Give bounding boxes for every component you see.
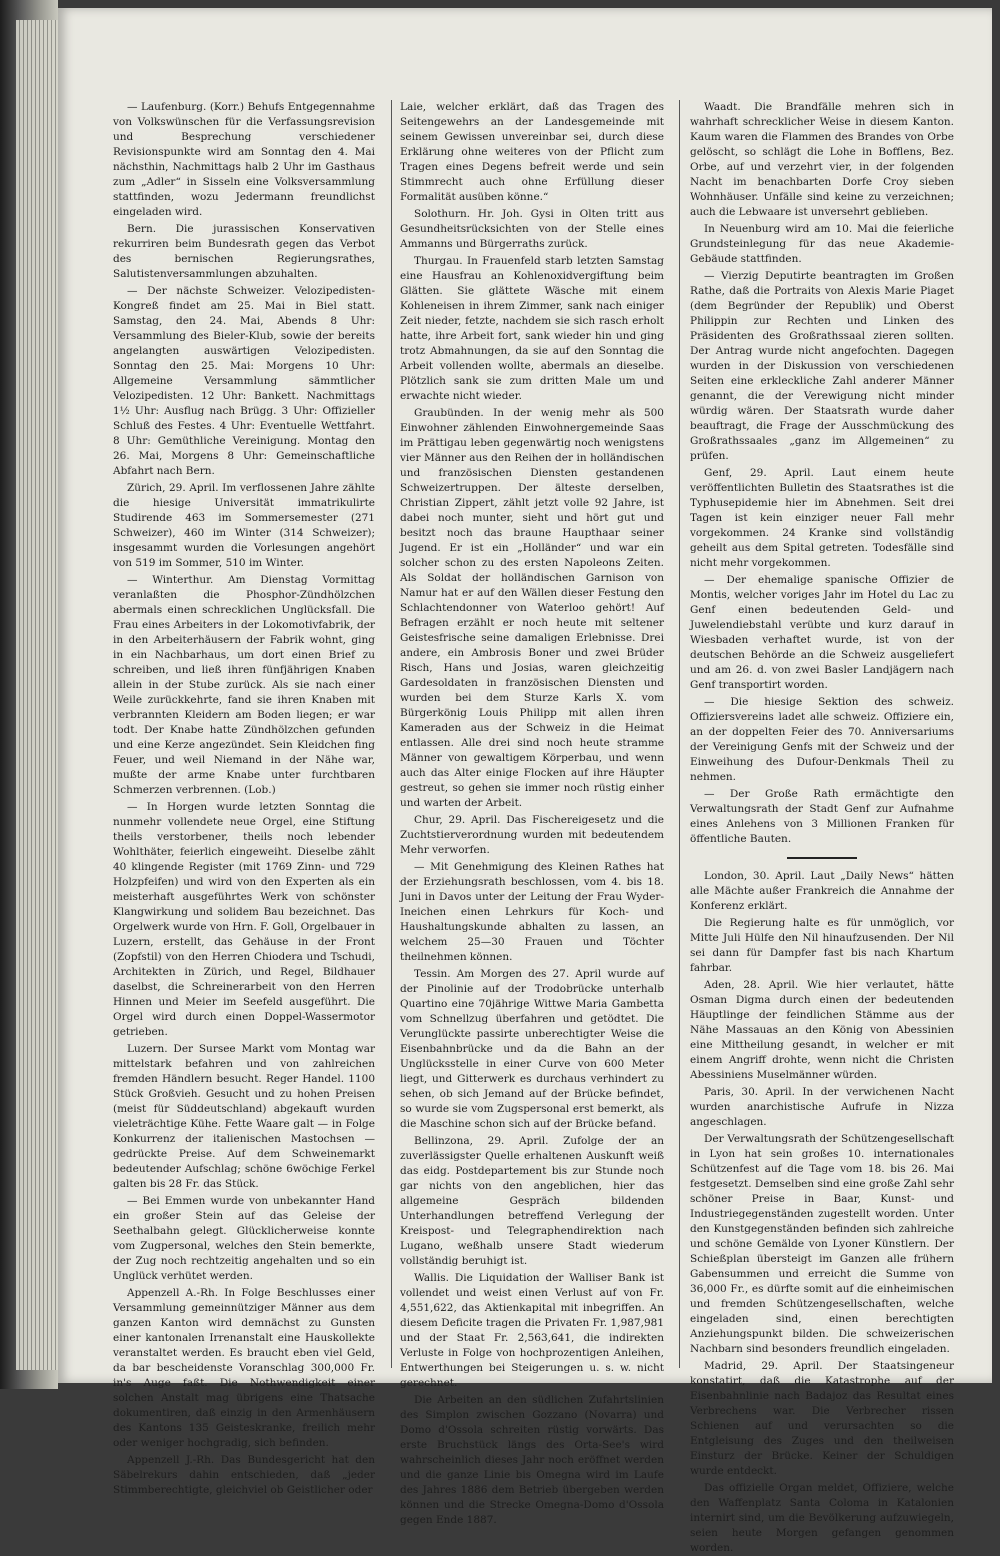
article-madrid: Madrid, 29. April. Der Staatsingeneur konstatirt, daß die Katastrophe auf der Eisenbahnlinie nach Badajoz das Resultat eines Verbrechens war. Die Verbrecher rissen Schienen auf und verursachten so die Entgleisung des Zuges und den theilweisen Einsturz der Brücke. Keiner der Schuldigen wurde entdeckt.	[690, 1360, 954, 1477]
article-tessin: Tessin. Am Morgen des 27. April wurde auf der Pinolinie auf der Trodobrücke unterhalb Quartino eine 70jährige Wittwe Maria Gambetta vom Schnellzug überfahren und getödtet. Die Verunglückte passirte unberechtigter Weise die Eisenbahnbrücke und da die Bahn an der Unglücksstelle in einer Curve von 600 Meter liegt, und Gitterwerk es durchaus verhindert zu sehen, ob sich Jemand auf der Brücke befindet, so wurde sie vom Zugspersonal erst bemerkt, als die Maschine schon sich auf der Brücke befand.	[400, 968, 664, 1130]
article-thurgau: Thurgau. In Frauenfeld starb letzten Samstag eine Hausfrau an Kohlenoxidvergiftung beim Glätten. Sie glättete Wäsche mit einem Kohleneisen in ihrem Zimmer, sank nach einiger Zeit nieder, fetzte, nachdem sie sich rasch erholt hatte, ihre Arbeit fort, sank wieder hin und ging trotz Abmahnungen, da sie auf den Sonntag die Arbeit vollenden wollte, abermals an dieselbe. Plötzlich sank sie zum dritten Male um und erwachte nicht wieder.	[400, 255, 664, 402]
article-de-montis: — Der ehemalige spanische Offizier de Montis, welcher voriges Jahr im Hotel du Lac zu Genf einen bedeutenden Geld- und Juwelendiebstahl verübte und kurz darauf in Wiesbaden verhaftet wurde, ist von der deutschen Behörde an die Schweiz ausgeliefert und am 26. d. von zwei Basler Landjägern nach Genf transportirt worden.	[690, 574, 954, 691]
article-deputirte: — Vierzig Deputirte beantragten im Großen Rathe, daß die Portraits von Alexis Marie Piaget (dem Begründer der Republik) und Oberst Philippin zur Rechten und Linken des Präsidenten des Großrathssaal zieren sollten. Der Antrag wurde nicht angefochten. Dagegen wurden in der Diskussion von verschiedenen Seiten eine erkleckliche Zahl anderer Männer genannt, die der Verewigung nicht minder würdig wären. Der Staatsrath wurde daher beauftragt, die Frage der Ausschmückung des Großrathssaales „ganz im Allgemeinen“ zu prüfen.	[690, 270, 954, 462]
article-nil: Die Regierung halte es für unmöglich, vor Mitte Juli Hülfe den Nil hinaufzusenden. Der Nil sei dann für Dampfer fast bis nach Khartum fahrbar.	[690, 917, 954, 974]
article-continued: Laie, welcher erklärt, daß das Tragen des Seitengewehrs an der Landesgemeinde mit seinem Gewissen unvereinbar sei, durch diese Erklärung ohne weiteres von der Pflicht zum Tragen eines Degens befreit werde und sein Stimmrecht auch ohne Erfüllung dieser Formalität ausüben könne.“	[400, 101, 664, 203]
article-london: London, 30. April. Laut „Daily News“ hätten alle Mächte außer Frankreich die Annahme der Konferenz erklärt.	[690, 870, 954, 912]
article-chur: Chur, 29. April. Das Fischereigesetz und die Zuchtstierverordnung wurden mit bedeutendem Mehr verworfen.	[400, 814, 664, 856]
article-davos: — Mit Genehmigung des Kleinen Rathes hat der Erziehungsrath beschlossen, vom 4. bis 18. Juni in Davos unter der Leitung der Frau Wyder-Ineichen einen Lehrkurs für Koch- und Haushaltungskunde abhalten zu lassen, an welchem 25—30 Frauen und Töchter theilnehmen können.	[400, 861, 664, 963]
article-wallis: Wallis. Die Liquidation der Walliser Bank ist vollendet und weist einen Verlust auf von Fr. 4,551,622, das Aktienkapital mit inbegriffen. An diesem Deficite tragen die Privaten Fr. 1,987,981 und der Staat Fr. 2,563,641, die indirekten Verluste in Folge von hochprozentigen Anleihen, Entwerthungen bei Steigerungen u. s. w. nicht gerechnet.	[400, 1272, 664, 1389]
column-2	[400, 100, 664, 1526]
article-paris: Paris, 30. April. In der verwichenen Nacht wurden anarchistische Aufrufe in Nizza angeschlagen.	[690, 1086, 954, 1128]
newspaper-page	[58, 8, 992, 1554]
article-zuerich: Zürich, 29. April. Im verflossenen Jahre zählte die hiesige Universität immatrikulirte Studirende 463 im Sommersemester (271 Schweizer), 460 im Winter (314 Schweizer); insgesammt wurden die Vorlesungen angehört von 519 im Sommer, 510 im Winter.	[113, 482, 375, 569]
column-3	[690, 100, 954, 1554]
article-grosse-rath: — Der Große Rath ermächtigte den Verwaltungsrath der Stadt Genf zur Aufnahme eines Anlehens von 3 Millionen Franken für öffentliche Bauten.	[690, 788, 954, 845]
article-emmen: — Bei Emmen wurde von unbekannter Hand ein großer Stein auf das Geleise der Seethalbahn gelegt. Glücklicherweise konnte vom Zugpersonal, welches den Stein bemerkte, der Zug noch rechtzeitig angehalten und so ein Unglück verhütet werden.	[113, 1195, 375, 1282]
article-appenzell-ir: Appenzell J.-Rh. Das Bundesgericht hat den Säbelrekurs dahin entschieden, daß „jeder Stimmberechtigte, gleichviel ob Geistlicher oder	[113, 1454, 375, 1496]
column-rule	[391, 100, 392, 1368]
article-luzern: Luzern. Der Sursee Markt vom Montag war mittelstark befahren und von zahlreichen fremden Händlern besucht. Reger Handel. 1100 Stück Großvieh. Gesucht und zu hohen Preisen (meist für Süddeutschland) abgekauft wurden vieleträchtige Kühe. Fette Waare galt — in Folge Konkurrenz der italienischen Mastochsen — gedrückte Preise. Auf dem Schweinemarkt bedeutender Aufschlag; schöne 6wöchige Ferkel galten bis 28 Fr. das Stück.	[113, 1043, 375, 1190]
article-winterthur: — Winterthur. Am Dienstag Vormittag veranlaßten die Phosphor-Zündhölzchen abermals einen schrecklichen Unglücksfall. Die Frau eines Arbeiters in der Lokomotivfabrik, der in den Arbeiterhäusern der Fabrik wohnt, ging in ein Nachbarhaus, um dort einen Brief zu schreiben, und ließ ihren fünfjährigen Knaben allein in der Stube zurück. Als sie nach einer Weile zurückkehrte, fand sie ihren Knaben mit verbrannten Kleidern am Boden liegen; er war todt. Der Knabe hatte Zündhölzchen gefunden und eine Kerze angezündet. Sein Kleidchen fing Feuer, und weil Niemand in der Nähe war, mußte der arme Knabe unter furchtbaren Schmerzen verbrennen. (Lob.)	[113, 574, 375, 796]
article-horgen: — In Horgen wurde letzten Sonntag die nunmehr vollendete neue Orgel, eine Stiftung theils verstorbener, theils noch lebender Wohlthäter, feierlich eingeweiht. Dieselbe zählt 40 klingende Register (mit 1769 Zinn- und 729 Holzpfeifen) und wird von den Experten als ein meisterhaft ausgeführtes Werk von schönster Klangwirkung und solidem Bau bezeichnet. Das Orgelwerk wurde von Hrn. F. Goll, Orgelbauer in Luzern, erstellt, das Gehäuse in der Front (Zopfstil) von den Herren Chiodera und Tschudi, Architekten in Zürich, und Regel, Bildhauer daselbst, die Schreinerarbeit von den Herren Hinnen und Meier im Seefeld ausgeführt. Die Orgel wird durch einen Doppel-Wassermotor getrieben.	[113, 801, 375, 1038]
column-1	[113, 100, 375, 1496]
article-waadt: Waadt. Die Brandfälle mehren sich in wahrhaft schrecklicher Weise in diesem Kanton. Kaum waren die Flammen des Brandes von Orbe gelöscht, so schlägt die Lohe in Bofflens, Bez. Orbe, auf und verzehrt vier, in der folgenden Nacht im benachbarten Dorfe Croy sieben Wohnhäuser. Unfälle sind keine zu verzeichnen; auch die Lebwaare ist unversehrt geblieben.	[690, 101, 954, 218]
article-aden: Aden, 28. April. Wie hier verlautet, hätte Osman Digma durch einen der bedeutenden Häuptlinge der feindlichen Stämme aus der Nähe Massauas an den König von Abessinien eine Mittheilung gesandt, in welcher er mit einem Angriff drohte, wenn nicht die Christen Abessiniens Muselmänner würden.	[690, 979, 954, 1081]
article-bern: Bern. Die jurassischen Konservativen rekurriren beim Bundesrath gegen das Verbot des bernischen Regierungsrathes, Salutistenversammlungen abzuhalten.	[113, 223, 375, 280]
article-solothurn: Solothurn. Hr. Joh. Gysi in Olten tritt aus Gesundheitsrücksichten von der Stelle eines Ammanns und Bürgerraths zurück.	[400, 208, 664, 250]
article-genf: Genf, 29. April. Laut einem heute veröffentlichten Bulletin des Staatsrathes ist die Typhusepidemie hier im Abnehmen. Seit drei Tagen ist kein einziger neuer Fall mehr vorgekommen. 24 Kranke sind vollständig geheilt aus dem Spital getreten. Todesfälle sind nicht mehr vorgekommen.	[690, 467, 954, 569]
article-simplon: Die Arbeiten an den südlichen Zufahrtslinien des Simplon zwischen Gozzano (Novarra) und Domo d'Ossola schreiten rüstig vorwärts. Das erste Bruchstück längs des Orta-See's wird wahrscheinlich dieses Jahr noch eröffnet werden und die ganze Linie bis Omegna wird im Laufe des Jahres 1886 dem Betrieb übergeben werden können und die Strecke Omegna-Domo d'Ossola gegen Ende 1887.	[400, 1394, 664, 1526]
article-graubuenden: Graubünden. In der wenig mehr als 500 Einwohner zählenden Einwohnergemeinde Saas im Prättigau leben gegenwärtig noch wenigstens vier Männer aus den Reihen der in holländischen und französischen Diensten gestandenen Schweizertruppen. Der älteste derselben, Christian Zippert, zählt jetzt volle 92 Jahre, ist dabei noch munter, sieht und hört gut und besitzt noch das braune Haupthaar seiner Jugend. Er ist ein „Holländer“ und war ein solcher schon zu des ersten Napoleons Zeiten. Als Soldat der holländischen Garnison von Namur hat er auf den Wällen dieser Festung den Schlachtendonner von Waterloo gehört! Auf Befragen erzählt er noch heute mit seltener Geistesfrische seine damaligen Erlebnisse. Drei andere, ein Ambrosis Boner und zwei Brüder Risch, Hans und Josias, waren gleichzeitig Gardesoldaten in französischen Diensten und wurden bei dem Sturze Karls X. vom Bürgerkönig Louis Philipp mit allen ihren Kameraden aus der Schweiz in die Heimat entlassen. Alle drei sind noch heute stramme Männer von gewaltigem Körperbau, und wenn auch das Alter einige Flocken auf ihre Häupter gestreut, so gehen sie immer noch rüstig einher und warten der Arbeit.	[400, 407, 664, 809]
article-neuenburg: In Neuenburg wird am 10. Mai die feierliche Grundsteinlegung für das neue Akademie-Gebäude stattfinden.	[690, 223, 954, 265]
article-katalonien: Das offizielle Organ meldet, Offiziere, welche den Waffenplatz Santa Coloma in Katalonien internirt sind, um die Bevölkerung aufzuwiegeln, seien heute Morgen gefangen genommen worden.	[690, 1482, 954, 1554]
article-lyon: Der Verwaltungsrath der Schützengesellschaft in Lyon hat sein großes 10. internationales Schützenfest auf die Tage vom 18. bis 26. Mai festgesetzt. Demselben sind eine große Zahl sehr schöner Preise in Baar, Kunst- und Industriegegenständen zugestellt worden. Unter den Kunstgegenständen befinden sich zahlreiche und schöne Gemälde von Lyoner Künstlern. Der Schießplan übersteigt im Ganzen alle frühern Gabensummen und erreicht die Summe von 36,000 Fr., es dürfte somit auf die einheimischen und fremden Schützengesellschaften, welche eingeladen sind, einen berechtigten Anziehungspunkt bilden. Die schweizerischen Nachbarn sind besonders freundlich eingeladen.	[690, 1133, 954, 1355]
article-appenzell-ar: Appenzell A.-Rh. In Folge Beschlusses einer Versammlung gemeinnütziger Männer aus dem ganzen Kanton wird demnächst zu Gunsten einer kantonalen Irrenanstalt eine Hauskollekte veranstaltet werden. Es braucht eben viel Geld, da bar bescheidenste Voranschlag 300,000 Fr. in's Auge faßt. Die Nothwendigkeit einer solchen Anstalt mag übrigens eine Thatsache dokumentiren, daß einzig in den Armenhäusern des Kantons 135 Geisteskranke, freilich mehr oder weniger hochgradig, sich befinden.	[113, 1287, 375, 1449]
article-bellinzona: Bellinzona, 29. April. Zufolge der an zuverlässigster Quelle erhaltenen Auskunft weiß das eidg. Postdepartement bis zur Stunde noch gar nichts von den angeblichen, hier das allgemeine Gespräch bildenden Unterhandlungen betreffend Verlegung der Kreispost- und Telegraphendirektion nach Lugano, weßhalb unsere Stadt wiederum vollständig beruhigt ist.	[400, 1135, 664, 1267]
column-rule	[679, 100, 680, 1368]
page-edges	[16, 20, 60, 1370]
article-velozipedisten: — Der nächste Schweizer. Velozipedisten-Kongreß findet am 25. Mai in Biel statt. Samstag, den 24. Mai, Abends 8 Uhr: Versammlung des Bieler-Klub, sowie der bereits angelangten auswärtigen Velozipedisten. Sonntag den 25. Mai: Morgens 10 Uhr: Allgemeine Versammlung sämmtlicher Velozipedisten. 12 Uhr: Bankett. Nachmittags 1½ Uhr: Ausflug nach Brügg. 3 Uhr: Offizieller Schluß des Festes. 4 Uhr: Eventuelle Wettfahrt. 8 Uhr: Gemüthliche Vereinigung. Montag den 26. Mai, Morgens 8 Uhr: Gemeinschaftliche Abfahrt nach Bern.	[113, 285, 375, 477]
article-laufenburg: — Laufenburg. (Korr.) Behufs Entgegennahme von Volkswünschen für die Verfassungsrevision und Besprechung verschiedener Revisionspunkte wird am Sonntag den 4. Mai nächsthin, Nachmittags halb 2 Uhr im Gasthaus zum „Adler“ in Sisseln eine Volksversammlung stattfinden, wozu Jedermann freundlichst eingeladen wird.	[113, 101, 375, 218]
article-offiziersverein: — Die hiesige Sektion des schweiz. Offiziersvereins ladet alle schweiz. Offiziere ein, an der doppelten Feier des 70. Anniversariums der Vereinigung Genfs mit der Schweiz und der Einweihung des Dufour-Denkmals Theil zu nehmen.	[690, 696, 954, 783]
section-separator	[787, 857, 857, 859]
